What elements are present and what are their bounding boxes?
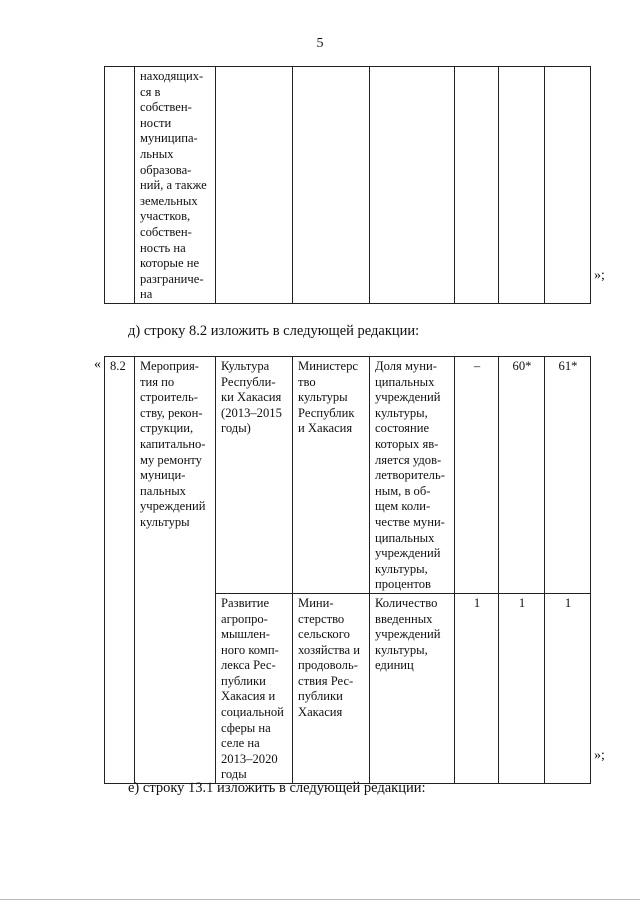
indicator-cell-share [370, 357, 455, 594]
cell-text-line: публики [221, 673, 266, 688]
cell-text-line: образова- [140, 162, 192, 177]
cell-text-line: собствен- [140, 100, 192, 115]
cell-text-line: Министерс [298, 359, 358, 373]
cell-text-line: учреждений [375, 546, 441, 561]
cell-text-line: единиц [375, 658, 414, 673]
cell-text-line: годы) [221, 421, 251, 436]
cell-text-line: сферы на [221, 720, 271, 735]
cell-text-line: стерство [298, 611, 345, 626]
cell-text-line: Хакасия и [221, 689, 276, 704]
cell-text-line: находящих- [140, 69, 204, 83]
cell-text-line: и Хакасия [298, 421, 353, 436]
cell-text-line: 2013–2020 [221, 751, 278, 766]
cell-text-line: участков, [140, 209, 191, 224]
cell-text-line: Культура [221, 359, 270, 373]
cell-text-line: Мероприя- [140, 359, 199, 373]
cell-text-line: культуры, [375, 642, 428, 657]
table1-value2-cell [499, 67, 545, 304]
cell-text-line: муници- [140, 468, 186, 483]
cell-text-line: разграниче- [140, 271, 204, 286]
value-cell-2015: 1 [545, 593, 591, 783]
executor-cell-ministry-agriculture [293, 593, 370, 783]
cell-text-line: честве муни- [375, 514, 445, 529]
value-cell-2015: 61* [545, 357, 591, 594]
cell-text-line: (2013–2015 [221, 405, 282, 420]
cell-text-line: Республи- [221, 374, 276, 389]
cell-text-line: мышлен- [221, 627, 270, 642]
cell-text-line: капитально- [140, 436, 206, 451]
row-number-cell: 8.2 [105, 357, 135, 784]
table1-indicator-cell [370, 67, 455, 304]
cell-text-line: культуры, [375, 405, 428, 420]
cell-text-line: агропро- [221, 611, 268, 626]
cell-text-line: селе на [221, 736, 260, 751]
table1-name-cell [135, 67, 216, 304]
cell-text-line: Хакасия [298, 705, 343, 720]
cell-text-line: публики [298, 689, 343, 704]
cell-text-line: тия по [140, 374, 175, 389]
cell-text-line: строитель- [140, 390, 198, 405]
program-cell-agro [216, 593, 293, 783]
cell-text-line: ний, а также [140, 178, 207, 193]
value-cell-2013: – [455, 357, 499, 594]
program-cell-culture [216, 357, 293, 594]
cell-text-line: хозяйства и [298, 642, 360, 657]
cell-text-line: культуры [140, 514, 190, 529]
cell-text-line: культуры, [375, 561, 428, 576]
value-cell-2013: 1 [455, 593, 499, 783]
executor-cell-ministry-culture [293, 357, 370, 594]
cell-text-line: ствия Рес- [298, 673, 354, 688]
cell-text-line: Республик [298, 405, 355, 420]
cell-text-line: состояние [375, 421, 430, 436]
table1-executor-cell [293, 67, 370, 304]
cell-text-line: тво [298, 374, 316, 389]
cell-text-line: на [140, 287, 153, 302]
table2-opening-quote: « [94, 357, 101, 372]
cell-text-line: ки Хакасия [221, 390, 282, 405]
cell-text-line: муниципа- [140, 131, 198, 146]
table-row-8-2 [104, 356, 591, 784]
page-bottom-edge [0, 899, 640, 900]
cell-text-line: ности [140, 115, 172, 130]
cell-text-line: Развитие [221, 595, 270, 610]
cell-text-line: процентов [375, 577, 431, 592]
cell-text-line: Доля муни- [375, 359, 437, 373]
cell-text-line: ным, в об- [375, 483, 431, 498]
table1-value3-cell [545, 67, 591, 304]
cell-text-line: Мини- [298, 595, 334, 610]
cell-text-line: социальной [221, 705, 284, 720]
table1-program-cell [216, 67, 293, 304]
table1-number-cell [105, 67, 135, 304]
measure-name-cell [135, 357, 216, 784]
cell-text-line: струкции, [140, 421, 194, 436]
cell-text-line: ся в [140, 84, 161, 99]
cell-text-line: щем коли- [375, 499, 431, 514]
cell-text-line: му ремонту [140, 452, 202, 467]
cell-text-line: земельных [140, 193, 198, 208]
cell-text-line: пальных [140, 483, 186, 498]
table-continuation [104, 66, 591, 304]
cell-text-line: учреждений [375, 627, 441, 642]
cell-text-line: летворитель- [375, 468, 445, 483]
table2-closing-quote: »; [594, 748, 605, 763]
cell-text-line: сельского [298, 627, 350, 642]
cell-text-line: учреждений [375, 390, 441, 405]
cell-text-line: продоволь- [298, 658, 358, 673]
cell-text-line: ляется удов- [375, 452, 442, 467]
cell-text-line: учреждений [140, 499, 206, 514]
cell-text-line: собствен- [140, 224, 192, 239]
table1-closing-quote: »; [594, 268, 605, 283]
cell-text-line: лекса Рес- [221, 658, 276, 673]
table1-value1-cell [455, 67, 499, 304]
value-cell-2014: 1 [499, 593, 545, 783]
instruction-e: е) строку 13.1 изложить в следующей редакции: [128, 780, 426, 796]
indicator-cell-count [370, 593, 455, 783]
cell-text-line: годы [221, 767, 247, 782]
cell-text-line: ность на [140, 240, 186, 255]
page-number: 5 [316, 36, 324, 51]
cell-text-line: ципальных [375, 374, 435, 389]
cell-text-line: которых яв- [375, 436, 439, 451]
value-cell-2014: 60* [499, 357, 545, 594]
cell-text-line: введенных [375, 611, 433, 626]
cell-text-line: ству, рекон- [140, 405, 203, 420]
instruction-d: д) строку 8.2 изложить в следующей редакции: [128, 323, 420, 339]
cell-text-line: культуры [298, 390, 348, 405]
cell-text-line: ного комп- [221, 642, 279, 657]
cell-text-line: которые не [140, 256, 200, 271]
cell-text-line: Количество [375, 595, 438, 610]
cell-text-line: ципальных [375, 530, 435, 545]
cell-text-line: льных [140, 146, 174, 161]
